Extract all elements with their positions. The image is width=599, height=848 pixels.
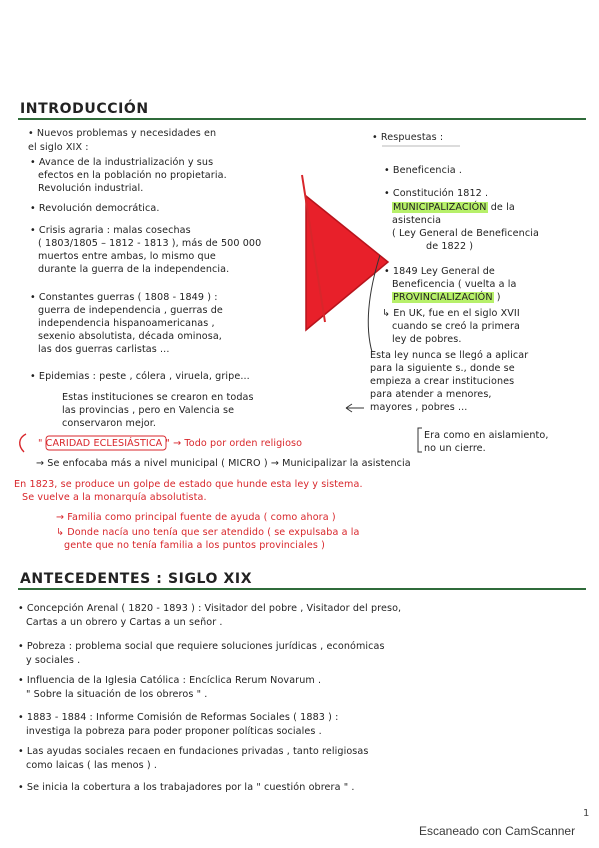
page-mark: 1 [583,808,590,819]
intro-heading: INTRODUCCIÓN [20,101,149,117]
ant-line-cobertura: • Se inicia la cobertura a los trabajadores por la " cuestión obrera " . [18,782,355,793]
left-title-line-2: el siglo XIX : [28,142,89,153]
resp-constitucion: • Constitución 1812 . [384,188,489,199]
enfoque-municipal-line: → Se enfocaba más a nivel municipal ( MICRO ) → Municipalizar la asistencia [36,458,411,469]
donde-nacia-line-1: ↳ Donde nacía uno tenía que ser atendido ( se expulsaba a la [56,527,360,538]
asistencia-line: asistencia [392,215,442,226]
antecedentes-heading: ANTECEDENTES : SIGLO XIX [20,571,253,587]
municipalizacion-highlight: MUNICIPALIZACIÓN [393,202,487,213]
red-box-mark [46,436,166,450]
ant-line-investiga: investiga la pobreza para poder proponer políticas sociales . [26,726,322,737]
ley1849-line-1: • 1849 Ley General de [384,266,495,277]
caridad-eclesiastica-line: " CARIDAD ECLESIÁSTICA " → Todo por orden religioso [38,438,303,449]
bracket-mark [418,428,422,452]
red-bracket-mark [20,434,26,452]
ant-line-sociales: y sociales . [26,655,81,666]
provincializacion-line: PROVINCIALIZACIÓN ) [393,292,501,303]
respuestas-title: • Respuestas : [372,132,444,143]
ant-line-cartas: Cartas a un obrero y Cartas a un señor . [26,617,223,628]
notes-page: INTRODUCCIÓN • Nuevos problemas y necesidades en el siglo XIX : • Avance de la industrialización y sus efectos en la población no propietaria. Revolución industrial. • Revolución democrática. • Crisis agraria : malas cosechas ( 1803/1805 – 1812 - 1813 ), más de 500 000 muertos entre ambas, lo mismo que durante la guerra de la independencia. • Constantes guerras ( 1808 - 1849 ) : guerra de independencia , guerras de independencia hispanoamericanas , sexenio absolutista, década ominosa, las dos guerras carlistas ... • Epidemias : peste , cólera , viruela, gripe... Estas instituciones se crearon en todas las provincias , pero en Valencia se conservaron mejor. • Respuestas : • Beneficencia . • Constitución 1812 . MUNICIPALIZACIÓN de la asistencia ( Ley General de Beneficencia de 1822 ) • 1849 Ley General de Beneficencia ( vuelta a la PROVINCIALIZACIÓN ) ↳ En UK, fue en el siglo XVII cuando se creó la primera ley de pobres. Esta ley nunca se llegó a aplicar para la siguiente s., donde se empieza a crear instituciones para atender a menores, mayores , pobres ... Era como en aislamiento, no un cierre. " CARIDAD ECLESIÁSTICA " → Todo por orden religioso → Se enfocaba más a nivel municipal ( MICRO ) → Municipalizar la asistencia En 1823, se produce un golpe de estado que hunde esta ley y sistema. Se vuelve a la monarquía absolutista. → Familia como principal fuente de ayuda ( como ahora ) ↳ Donde nacía uno tenía que ser atendido ( se expulsaba a la gente que no tenía familia a los puntos provinciales ) ANTECEDENTES : SIGLO XIX • Concepción Arenal ( 1820 - 1893 ) : Visitador del pobre , Visitador del preso, Cartas a un obrero y Cartas a un señor . • Pobreza : problema social que requiere soluciones jurídicas , económicas y sociales . • Influencia de la Iglesia Católica : Encíclica Rerum Novarum . " Sobre la situación de los obreros " . • 1883 - 1884 : Informe Comisión de Reformas Sociales ( 1883 ) : investiga la pobreza para poder proponer políticas sociales . • Las ayudas sociales recaen en fundaciones privadas , tanto religiosas como laicas ( las menos ) . • Se inicia la cobertura a los trabajadores por la " cuestión obrera " . 1 Escaneado con CamScanner [0,0,599,848]
ant-line-iglesia: • Influencia de la Iglesia Católica : Encíclica Rerum Novarum . [18,675,322,686]
ley-ref-line-2: de 1822 ) [426,241,474,252]
provincializacion-highlight: PROVINCIALIZACIÓN [393,292,493,303]
left-title-line-1: • Nuevos problemas y necesidades en [28,128,217,139]
scanner-footer: Escaneado con CamScanner [419,824,576,838]
donde-nacia-line-2: gente que no tenía familia a los puntos provinciales ) [64,540,325,551]
ant-line-laicas: como laicas ( las menos ) . [26,760,157,771]
ant-line-ayudas: • Las ayudas sociales recaen en fundaciones privadas , tanto religiosas [18,746,369,757]
red-arrow-icon [306,196,388,330]
ant-line-informe: • 1883 - 1884 : Informe Comisión de Reformas Sociales ( 1883 ) : [18,712,339,723]
ant-line-arenal: • Concepción Arenal ( 1820 - 1893 ) : Visitador del pobre , Visitador del preso, [18,603,402,614]
municipalizacion-line: MUNICIPALIZACIÓN de la [393,202,515,213]
left-arrow-icon [346,404,364,412]
golpe-estado-line: En 1823, se produce un golpe de estado que hunde esta ley y sistema. [14,479,363,490]
ley1849-line-2: Beneficencia ( vuelta a la [392,279,517,290]
familia-ayuda-line: → Familia como principal fuente de ayuda ( como ahora ) [56,512,336,523]
ant-line-obreros: " Sobre la situación de los obreros " . [26,689,208,700]
ant-line-pobreza: • Pobreza : problema social que requiere soluciones jurídicas , económicas [18,641,385,652]
ley-ref-line-1: ( Ley General de Beneficencia [392,228,539,239]
monarquia-absolutista-line: Se vuelve a la monarquía absolutista. [22,492,207,503]
resp-beneficencia: • Beneficencia . [384,165,462,176]
